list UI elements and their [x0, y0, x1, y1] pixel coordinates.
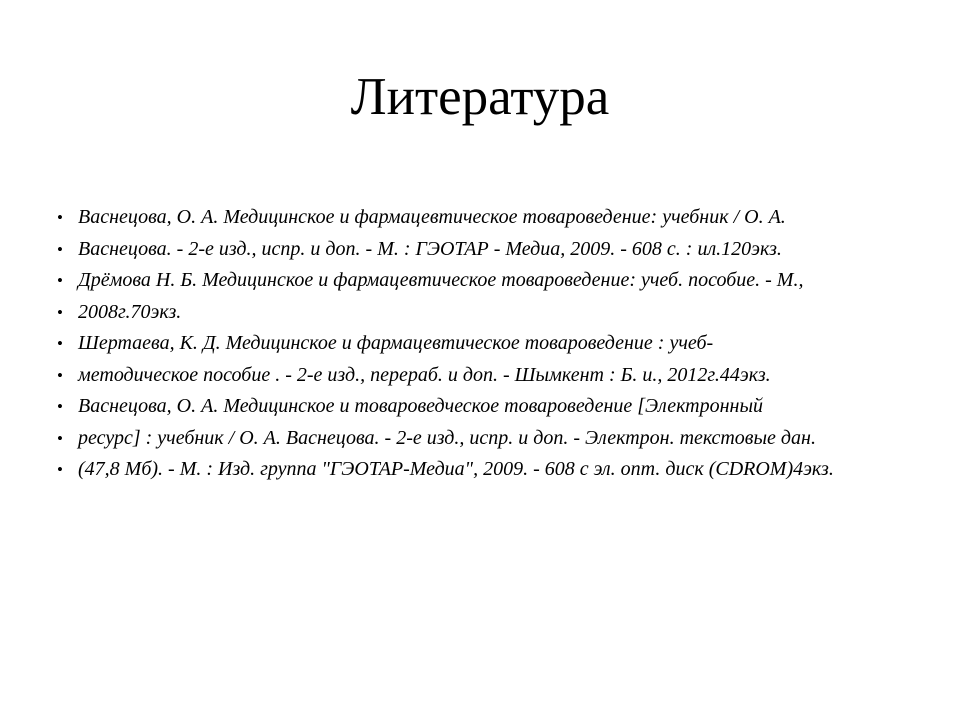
- bullet-icon: •: [57, 302, 63, 322]
- bullet-icon: •: [57, 397, 63, 416]
- list-item: [52, 394, 902, 419]
- bullet-icon: •: [57, 208, 63, 227]
- list-item-text: Васнецова, О. А. Медицинское и товароведческое товароведение [Электронный: [78, 395, 763, 417]
- bullet-icon: •: [57, 239, 63, 259]
- list-item-text: Дрёмова Н. Б. Медицинское и фармацевтическое товароведение: учеб. пособие. - М.,: [78, 269, 804, 291]
- list-item-text: Шертаева, К. Д. Медицинское и фармацевтическое товароведение : учеб-: [78, 332, 714, 354]
- list-item-text: Васнецова, О. А. Медицинское и фармацевтическое товароведение: учебник / О. А.: [78, 206, 786, 228]
- list-item: [52, 237, 902, 262]
- list-item-text: 2008г.70экз.: [78, 300, 182, 323]
- literature-list: [52, 205, 902, 489]
- list-item-text: Васнецова. - 2-е изд., испр. и доп. - М. : ГЭОТАР - Медиа, 2009. - 608 с. : ил.120экз.: [78, 237, 782, 260]
- list-item: [52, 205, 902, 230]
- list-item: [52, 363, 902, 388]
- bullet-icon: •: [57, 334, 63, 353]
- bullet-icon: •: [57, 365, 63, 385]
- bullet-icon: •: [57, 271, 63, 290]
- list-item-text: (47,8 Мб). - М. : Изд. группа "ГЭОТАР-Медиа", 2009. - 608 с эл. опт. диск (CDROM)4экз.: [78, 458, 834, 480]
- list-item: [52, 300, 902, 325]
- bullet-icon: •: [57, 428, 63, 448]
- list-item: [52, 268, 902, 293]
- slide-title: Литература: [350, 68, 610, 126]
- list-item: [52, 457, 902, 482]
- list-item: [52, 426, 902, 451]
- bullet-icon: •: [57, 460, 63, 479]
- list-item-text: ресурс] : учебник / О. А. Васнецова. - 2-е изд., испр. и доп. - Электрон. текстовые дан.: [78, 426, 816, 449]
- list-item-text: методическое пособие . - 2-е изд., перераб. и доп. - Шымкент : Б. и., 2012г.44экз.: [78, 363, 771, 386]
- list-item: [52, 331, 902, 356]
